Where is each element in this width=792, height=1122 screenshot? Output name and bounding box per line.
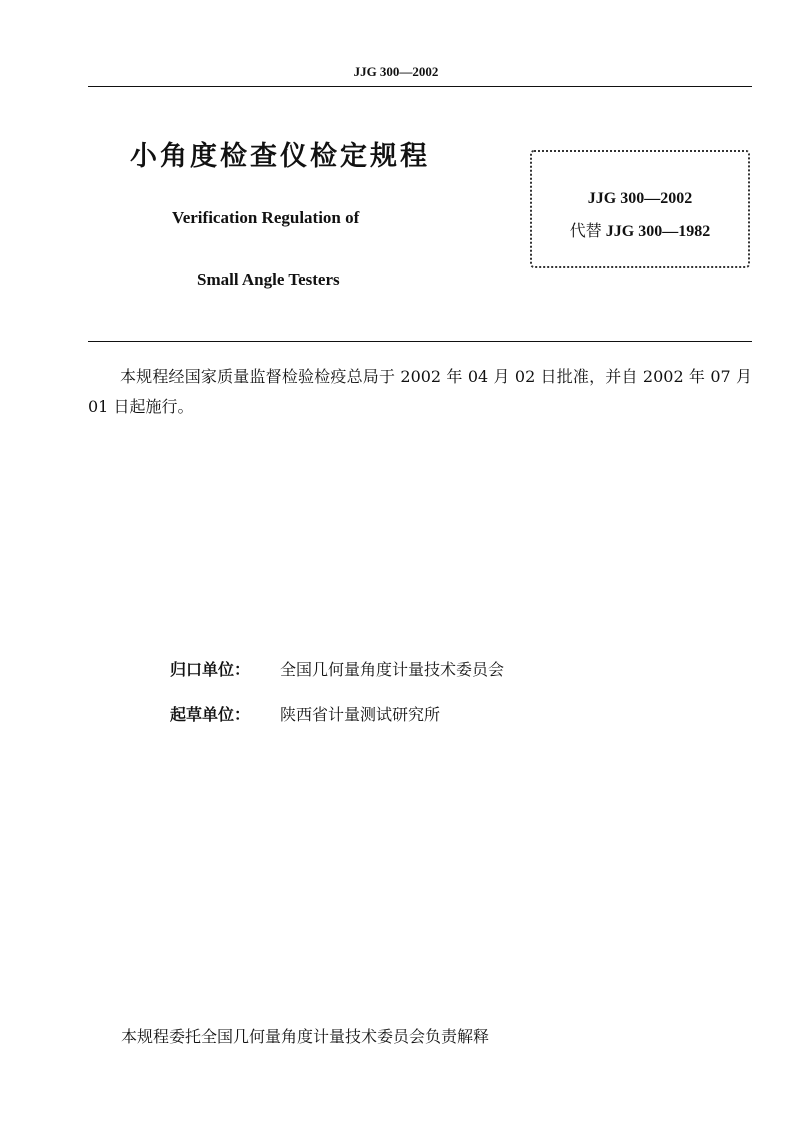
replaced-standard-code: JJG 300—1982 (605, 223, 711, 240)
standard-number-box (530, 150, 750, 268)
replaces-standard (532, 218, 748, 241)
drafting-unit-label: 起草单位： (170, 705, 251, 724)
title-english-line2: Small Angle Testers (197, 270, 340, 289)
responsible-unit-label: 归口单位： (170, 660, 251, 679)
title-chinese: 小角度检查仪检定规程 (130, 141, 430, 172)
drafting-unit-value: 陕西省计量测试研究所 (280, 705, 441, 724)
responsible-unit-row (170, 657, 504, 680)
approval-paragraph: 本规程经国家质量监督检验检疫总局于 2002 年 04 月 02 日批准，并自 2002 年 07 月 01 日起施行。 (88, 367, 752, 416)
replaces-prefix: 代替 (569, 223, 602, 240)
standard-number: JJG 300—2002 (587, 190, 693, 207)
title-english-line1: Verification Regulation of (172, 208, 360, 227)
drafting-unit-row (170, 702, 440, 725)
header-standard-code: JJG 300—2002 (353, 64, 439, 79)
header-divider (88, 86, 752, 87)
responsible-unit-value: 全国几何量角度计量技术委员会 (280, 660, 505, 679)
interpretation-note: 本规程委托全国几何量角度计量技术委员会负责解释 (121, 1027, 490, 1046)
title-divider (88, 341, 752, 342)
